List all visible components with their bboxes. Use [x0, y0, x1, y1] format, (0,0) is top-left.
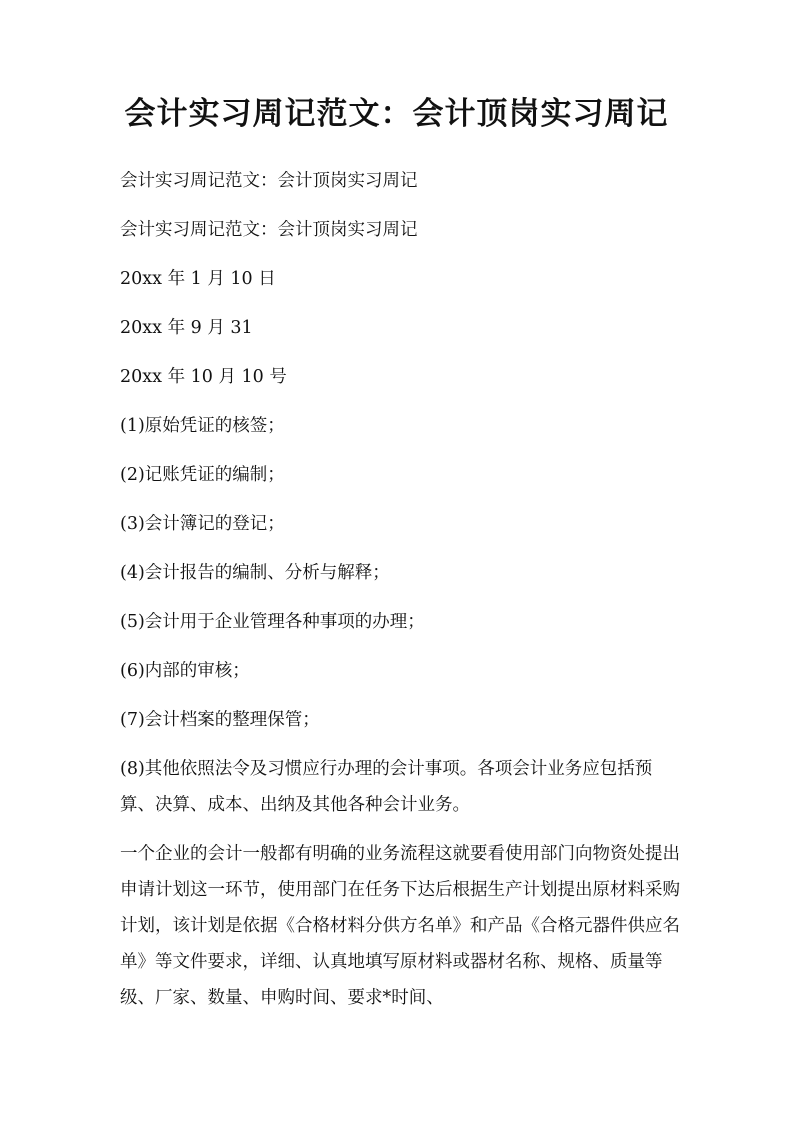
list-item-1: (1)原始凭证的核签； — [120, 416, 285, 436]
list-item-6: (6)内部的审核； — [120, 661, 250, 681]
paragraph-subtitle-1: 会计实习周记范文：会计顶岗实习周记 — [120, 171, 418, 191]
list-item-8: (8)其他依照法令及习惯应行办理的会计事项。各项会计业务应包括预算、决算、成本、出纳及其他各种会计业务。 — [120, 759, 653, 815]
document-title: 会计实习周记范文：会计顶岗实习周记 — [124, 96, 669, 132]
list-item-3: (3)会计簿记的登记； — [120, 514, 285, 534]
paragraph-date-2: 20xx 年 9 月 31 — [120, 318, 253, 338]
list-item-7: (7)会计档案的整理保管； — [120, 710, 320, 730]
paragraph-workflow: 一个企业的会计一般都有明确的业务流程这就要看使用部门向物资处提出申请计划这一环节，使用部门在任务下达后根据生产计划提出原材料采购计划，该计划是依据《合格材料分供方名单》和产品《合格元器件供应名单》等文件要求，详细、认真地填写原材料或器材名称、规格、质量等级、厂家、数量、申购时间、要求*时间、 — [120, 844, 680, 1008]
paragraph-subtitle-2: 会计实习周记范文：会计顶岗实习周记 — [120, 220, 418, 240]
list-item-4: (4)会计报告的编制、分析与解释； — [120, 563, 390, 583]
paragraph-date-3: 20xx 年 10 月 10 号 — [120, 367, 287, 387]
document-body — [120, 163, 680, 1029]
list-item-2: (2)记账凭证的编制； — [120, 465, 285, 485]
paragraph-date-1: 20xx 年 1 月 10 日 — [120, 269, 276, 289]
list-item-5: (5)会计用于企业管理各种事项的办理； — [120, 612, 425, 632]
